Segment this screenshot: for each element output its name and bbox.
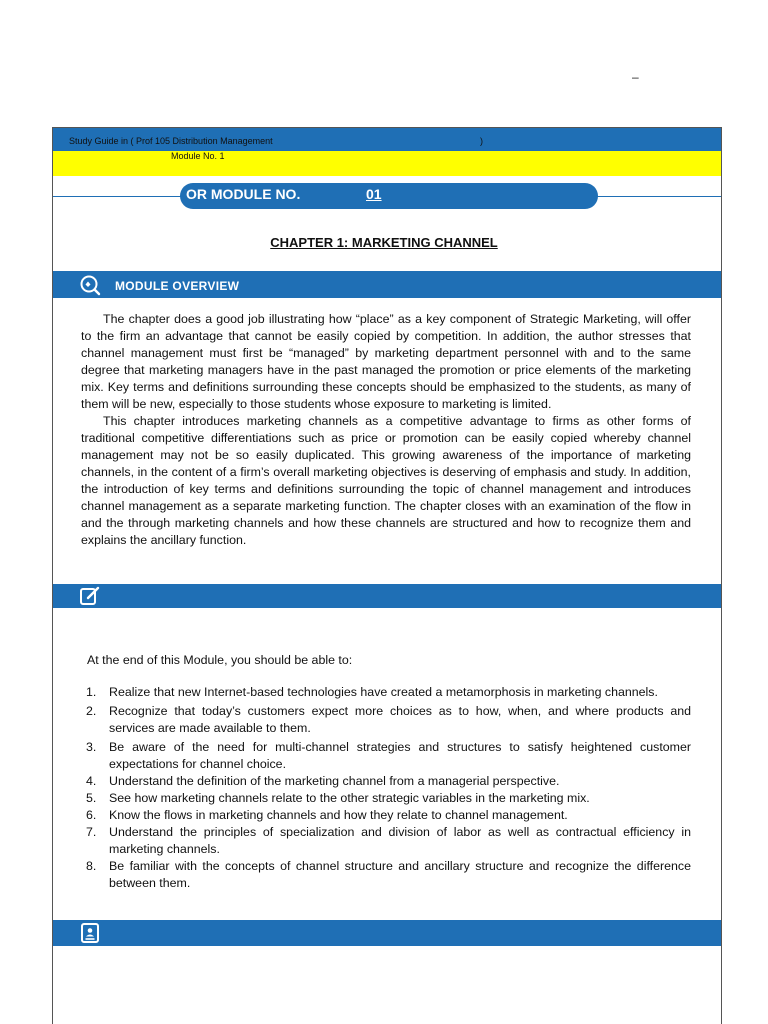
learning-outcomes-list	[86, 684, 691, 892]
list-item: 7. Understand the principles of specialization and division of labor as well as contractual efficiency in marketing channels.	[86, 825, 691, 856]
magnifier-icon	[79, 274, 101, 296]
module-banner-number: 01	[366, 186, 382, 202]
list-item: 4. Understand the definition of the marketing channel from a managerial perspective.	[86, 774, 560, 788]
list-item: 2. Recognize that today’s customers expect more choices as to how, when, and where products and services are made available to them.	[86, 704, 691, 735]
module-banner	[180, 183, 598, 209]
module-overview-title: MODULE OVERVIEW	[115, 279, 240, 293]
overview-paragraph: This chapter introduces marketing channels as a competitive advantage to firms as other forms of traditional competitive differentiations such as price or promotion can be easily copied whereby channel management may not be so easily duplicated. This growing awareness of the importance of marketing channels, in the content of a firm’s overall marketing objectives is deserving of emphasis and study. In addition, the introduction of key terms and definitions surrounding the topic of channel management and introduces channel management as a separate marketing function. The chapter closes with an examination of the flow in and the through marketing channels and how these channels are structured and how to recognize them and explains the ancillary function.	[81, 414, 691, 547]
study-guide-header	[53, 128, 721, 151]
edit-icon	[79, 585, 101, 607]
outcomes-intro: At the end of this Module, you should be able to:	[87, 653, 353, 667]
list-item: 1. Realize that new Internet-based technologies have created a metamorphosis in marketing channels.	[86, 685, 658, 699]
overview-paragraph: The chapter does a good job illustrating how “place” as a key component of Strategic Marketing, will offer to the firm an advantage that cannot be easily copied by competition. In addition, the author stresses that channel management must first be “managed” by marketing department personnel with and to the same degree that marketing managers have in the past managed the promotion or price elements of the marketing mix. Key terms and definitions surrounding these concepts should be emphasized to the students, as many of them will be new, especially to those students whose exposure to marketing is limited.	[81, 312, 691, 411]
list-item: 3. Be aware of the need for multi-channel strategies and structures to satisfy heightened customer expectations for channel choice.	[86, 740, 691, 771]
module-number-label: Module No. 1	[171, 151, 225, 161]
module-overview-body	[81, 311, 691, 583]
list-item: 6. Know the flows in marketing channels and how they relate to channel management.	[86, 808, 568, 822]
module-banner-label: OR MODULE NO.	[186, 186, 301, 202]
list-item: 5. See how marketing channels relate to the other strategic variables in the marketing mix.	[86, 791, 590, 805]
learning-outcomes-bar	[53, 584, 721, 608]
module-overview-bar	[53, 271, 721, 298]
section-bar	[53, 920, 721, 946]
document-person-icon	[79, 922, 101, 944]
list-item: 8. Be familiar with the concepts of channel structure and ancillary structure and recognize the difference between them.	[86, 859, 691, 890]
module-header	[53, 151, 721, 176]
study-guide-closing: )	[480, 136, 483, 146]
corner-mark: –	[632, 70, 639, 84]
study-guide-title: Study Guide in ( Prof 105 Distribution Management	[69, 136, 273, 146]
chapter-title: CHAPTER 1: MARKETING CHANNEL	[270, 235, 498, 250]
